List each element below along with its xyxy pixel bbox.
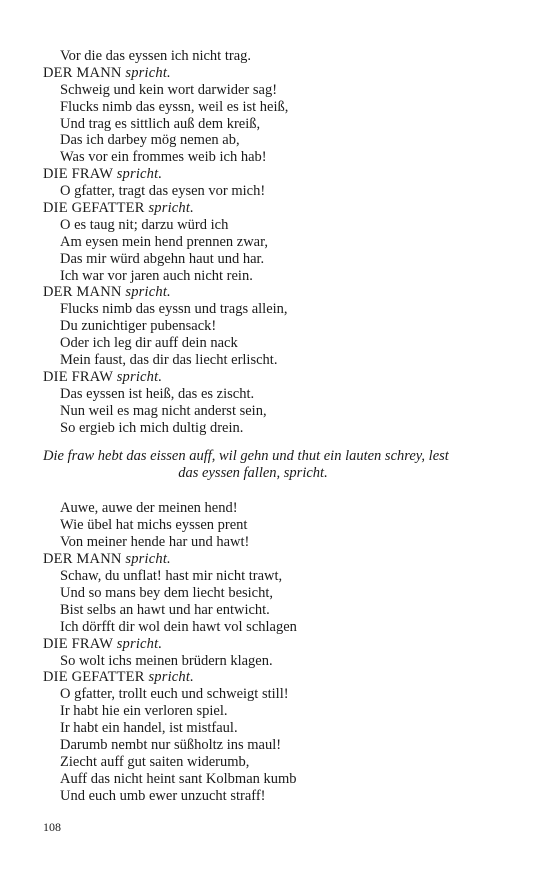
- verse-line: Wie übel hat michs eyssen prent: [60, 517, 248, 534]
- verse-line: Das eyssen ist heiß, das es zischt.: [60, 385, 255, 402]
- verse-line: Das ich darbey mög nemen ab,: [60, 132, 240, 149]
- text-block-2: [43, 500, 483, 804]
- verse-line: Mein faust, das dir das liecht erlischt.: [60, 352, 278, 369]
- speaker-name: DIE FRAW: [43, 368, 113, 385]
- speaker-name: DER MANN: [43, 551, 122, 568]
- verse-line: Flucks nimb das eyssn, weil es ist heiß,: [60, 98, 289, 115]
- speaker-heading: [43, 166, 483, 183]
- speaker-heading: [43, 284, 483, 301]
- speaker-verb: spricht.: [148, 200, 194, 217]
- verse-line: Flucks nimb das eyssn und trags allein,: [60, 301, 288, 318]
- verse-line: So ergieb ich mich dultig drein.: [60, 419, 244, 436]
- verse-line: Du zunichtiger pubensack!: [60, 318, 217, 335]
- text-block-1: [43, 48, 483, 436]
- verse-line: Was vor ein frommes weib ich hab!: [60, 149, 267, 166]
- verse-line: Auff das nicht heint sant Kolbman kumb: [60, 770, 297, 787]
- speaker-verb: spricht.: [116, 635, 163, 652]
- verse-line: Ich dörfft dir wol dein hawt vol schlagen: [60, 618, 297, 635]
- verse-line: Nun weil es mag nicht anderst sein,: [60, 402, 267, 419]
- verse-line: Von meiner hende har und hawt!: [60, 534, 250, 551]
- play-text: [43, 48, 483, 805]
- stage-direction-line-2: das eyssen fallen, spricht.: [178, 465, 328, 482]
- verse-line: Und trag es sittlich auß dem kreiß,: [60, 115, 261, 132]
- verse-line: O es taug nit; darzu würd ich: [60, 216, 229, 233]
- verse-line: Ir habt hie ein verloren spiel.: [60, 703, 228, 720]
- verse-line: Vor die das eyssen ich nicht trag.: [60, 48, 252, 64]
- speaker-name: DER MANN: [43, 284, 122, 301]
- speaker-heading: [43, 369, 483, 386]
- verse-line: Schweig und kein wort darwider sag!: [60, 81, 278, 98]
- speaker-heading: [43, 551, 483, 568]
- speaker-verb: spricht.: [125, 284, 171, 301]
- verse-line: Ich war vor jaren auch nicht rein.: [60, 267, 253, 284]
- stage-direction-line-1: Die fraw hebt das eissen auff, wil gehn und thut ein lauten schrey, lest: [43, 448, 449, 465]
- speaker-heading: [43, 200, 483, 217]
- speaker-verb: spricht.: [125, 551, 171, 568]
- speaker-verb: spricht.: [116, 368, 163, 385]
- speaker-verb: spricht.: [148, 669, 194, 686]
- verse-line: Am eysen mein hend prennen zwar,: [60, 233, 268, 250]
- stage-direction: [43, 448, 483, 482]
- speaker-name: DIE GEFATTER: [43, 669, 145, 686]
- verse-line: Darumb nembt nur süßholtz ins maul!: [60, 736, 282, 753]
- verse-line: O gfatter, trollt euch und schweigt still!: [60, 686, 289, 703]
- speaker-heading: [43, 669, 483, 686]
- verse-line: Auwe, auwe der meinen hend!: [60, 500, 238, 517]
- speaker-name: DER MANN: [43, 64, 122, 81]
- verse-line: Schaw, du unflat! hast mir nicht trawt,: [60, 568, 283, 585]
- verse-line: Oder ich leg dir auff dein nack: [60, 335, 238, 352]
- speaker-heading: [43, 636, 483, 653]
- speaker-verb: spricht.: [125, 64, 171, 81]
- verse-line: Und euch umb ewer unzucht straff!: [60, 787, 266, 804]
- speaker-name: DIE GEFATTER: [43, 200, 145, 217]
- speaker-verb: spricht.: [116, 166, 163, 183]
- verse-line: Und so mans bey dem liecht besicht,: [60, 584, 274, 601]
- verse-line: Bist selbs an hawt und har entwicht.: [60, 601, 270, 618]
- speaker-name: DIE FRAW: [43, 635, 113, 652]
- verse-line: Ziecht auff gut saiten widerumb,: [60, 753, 250, 770]
- page-number: 108: [43, 820, 61, 834]
- verse-line: O gfatter, tragt das eysen vor mich!: [60, 183, 266, 200]
- speaker-name: DIE FRAW: [43, 166, 113, 183]
- verse-line: Ir habt ein handel, ist mistfaul.: [60, 720, 238, 737]
- verse-line: Das mir würd abgehn haut und har.: [60, 250, 265, 267]
- speaker-heading: [43, 65, 483, 82]
- verse-line: So wolt ichs meinen brüdern klagen.: [60, 652, 273, 669]
